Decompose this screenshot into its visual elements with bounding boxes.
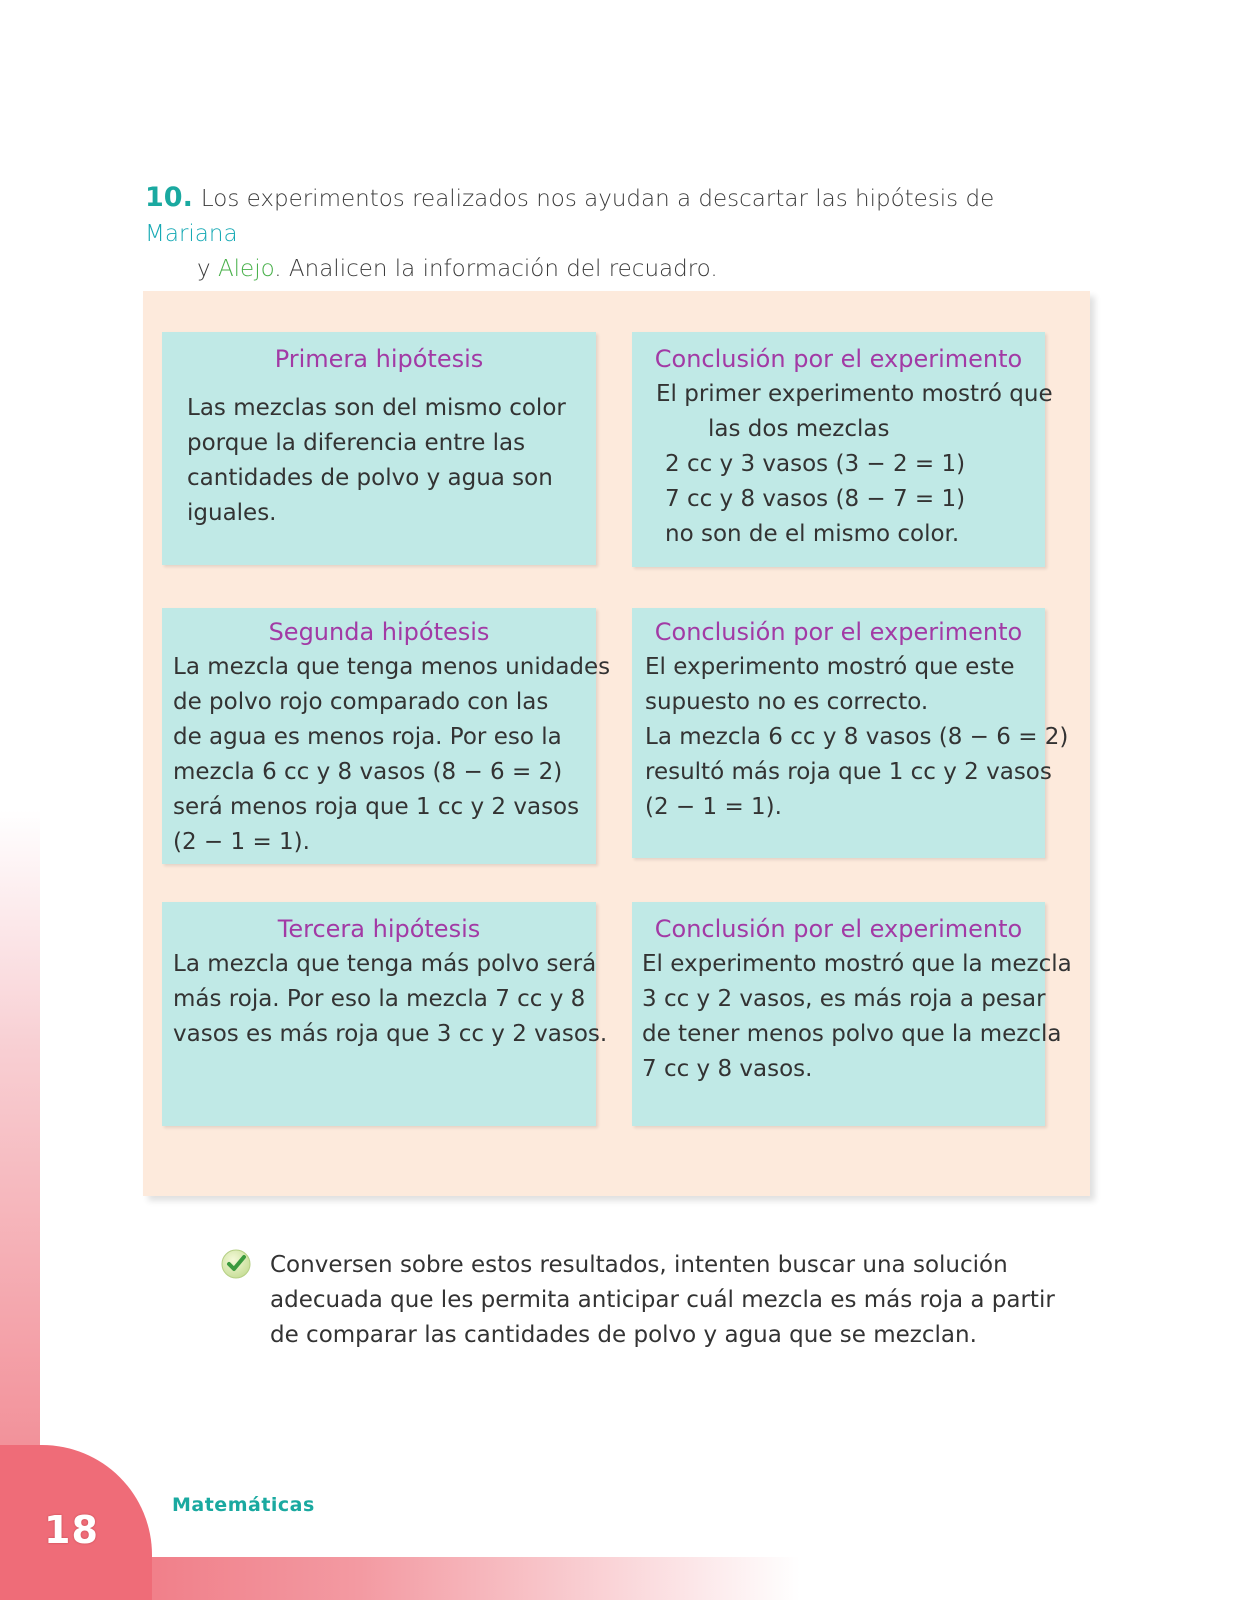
card-line: La mezcla que tenga menos unidades [173,654,611,680]
card-line: supuesto no es correcto. [645,689,929,715]
card-line: 7 cc y 8 vasos (8 − 7 = 1) [665,486,966,512]
card-conclusion-2 [632,608,1069,858]
card-line: mezcla 6 cc y 8 vasos (8 − 6 = 2) [173,759,563,785]
card-title: Conclusión por el experimento [654,618,1023,646]
card-tercera-hipotesis [162,902,608,1126]
subject-label: Matemáticas [172,1494,315,1516]
card-line: de polvo rojo comparado con las [173,689,549,715]
card-segunda-hipotesis [162,608,611,864]
discussion-line: de comparar las cantidades de polvo y agua que se mezclan. [270,1322,977,1348]
question-text-2a: y [197,256,218,282]
card-line: será menos roja que 1 cc y 2 vasos [173,794,580,820]
card-title: Tercera hipótesis [277,915,481,943]
card-line: resultó más roja que 1 cc y 2 vasos [645,759,1052,785]
question-line-1 [145,180,1065,252]
check-icon [220,1248,252,1280]
card-conclusion-3 [632,902,1072,1126]
card-line: El experimento mostró que la mezcla [642,951,1072,977]
card-line: de agua es menos roja. Por eso la [173,724,562,750]
card-line: La mezcla 6 cc y 8 vasos (8 − 6 = 2) [645,724,1069,750]
card-line: (2 − 1 = 1). [173,829,310,855]
card-line: El experimento mostró que este [645,654,1015,680]
card-line: de tener menos polvo que la mezcla [642,1021,1062,1047]
question-text-1: Los experimentos realizados nos ayudan a descartar las hipótesis de [200,186,995,212]
card-title: Conclusión por el experimento [654,345,1023,373]
page-number: 18 [44,1508,99,1552]
card-title: Conclusión por el experimento [654,915,1023,943]
question-10 [145,180,1065,287]
card-conclusion-1 [632,332,1053,567]
card-line: 7 cc y 8 vasos. [642,1056,813,1082]
card-line: Las mezclas son del mismo color [187,395,566,421]
card-line: porque la diferencia entre las [187,430,526,456]
card-primera-hipotesis [162,332,596,565]
question-line-2 [145,252,1065,287]
card-title: Primera hipótesis [274,345,484,373]
card-line: cantidades de polvo y agua son [187,465,553,491]
name-alejo: Alejo [217,256,275,282]
card-line: vasos es más roja que 3 cc y 2 vasos. [173,1021,608,1047]
question-text-2b: . Analicen la información del recuadro. [274,256,718,282]
card-line: El primer experimento mostró que [656,381,1053,407]
card-line: no son de el mismo color. [665,521,960,547]
card-line: iguales. [187,500,277,526]
card-line: las dos mezclas [708,416,890,442]
name-mariana: Mariana [145,221,238,247]
card-line: 2 cc y 3 vasos (3 − 2 = 1) [665,451,966,477]
card-line: La mezcla que tenga más polvo será [173,951,597,977]
card-line: más roja. Por eso la mezcla 7 cc y 8 [173,986,586,1012]
card-title: Segunda hipótesis [268,618,490,646]
discussion-text [270,1248,1070,1353]
question-number: 10. [145,182,193,213]
card-line: (2 − 1 = 1). [645,794,782,820]
discussion-line: adecuada que les permita anticipar cuál mezcla es más roja a partir [270,1287,1055,1313]
card-line: 3 cc y 2 vasos, es más roja a pesar [642,986,1046,1012]
discussion-line: Conversen sobre estos resultados, intenten buscar una solución [270,1252,1008,1278]
